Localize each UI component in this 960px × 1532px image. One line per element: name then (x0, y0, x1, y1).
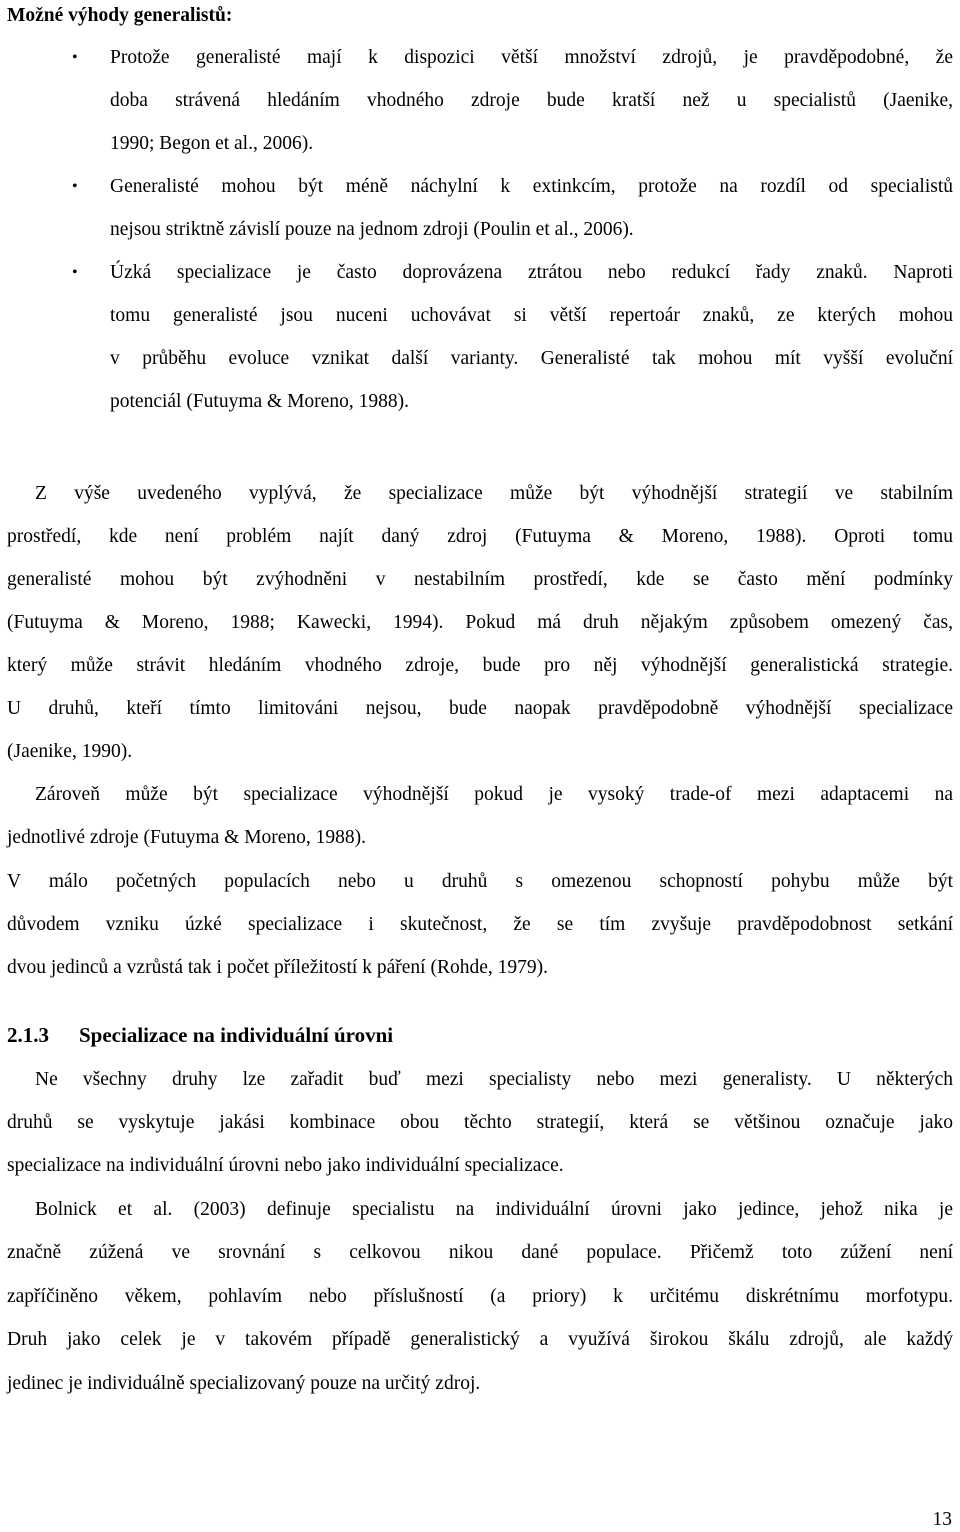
bullet-1-line-3: 1990; Begon et al., 2006). (110, 133, 314, 154)
bullet-3-line-2: tomu generalisté jsou nuceni uchovávat si větší repertoár znaků, ze kterých mohou (110, 305, 953, 326)
paragraph-2-line-2: jednotlivé zdroje (Futuyma & Moreno, 1988). (7, 827, 367, 848)
bullet-marker: • (72, 178, 78, 195)
bullet-marker: • (72, 49, 78, 66)
page-number: 13 (932, 1509, 952, 1530)
section-paragraph-2-line-4: Druh jako celek je v takovém případě generalistický a využívá širokou škálu zdrojů, ale každý (7, 1329, 953, 1350)
section-title: Specializace na individuální úrovni (79, 1023, 394, 1047)
bullet-3-line-1: Úzká specializace je často doprovázena ztrátou nebo redukcí řady znaků. Naproti (110, 262, 953, 283)
bullet-2-line-2: nejsou striktně závislí pouze na jednom zdroji (Poulin et al., 2006). (110, 219, 634, 240)
paragraph-1-line-1: Z výše uvedeného vyplývá, že specializace může být výhodnější strategií ve stabilním (35, 483, 953, 504)
paragraph-1-line-5: který může strávit hledáním vhodného zdroje, bude pro něj výhodnější generalistická strategie. (7, 655, 953, 676)
section-number: 2.1.3 (7, 1023, 49, 1047)
paragraph-1-line-6: U druhů, kteří tímto limitováni nejsou, bude naopak pravděpodobně výhodnější specializace (7, 698, 953, 719)
paragraph-3-line-2: důvodem vzniku úzké specializace i skutečnost, že se tím zvyšuje pravděpodobnost setkání (7, 914, 953, 935)
section-heading (7, 1023, 953, 1047)
section-paragraph-1-line-3: specializace na individuální úrovni nebo jako individuální specializace. (7, 1155, 564, 1176)
paragraph-1-line-4: (Futuyma & Moreno, 1988; Kawecki, 1994). Pokud má druh nějakým způsobem omezený čas, (7, 612, 953, 633)
paragraph-3-line-1: V málo početných populacích nebo u druhů s omezenou schopností pohybu může být (7, 871, 953, 892)
bullet-1-line-1: Protože generalisté mají k dispozici větší množství zdrojů, je pravděpodobné, že (110, 47, 953, 68)
bullet-3-line-3: v průběhu evoluce vznikat další varianty. Generalisté tak mohou mít vyšší evoluční (110, 348, 953, 369)
bullet-1-line-2: doba strávená hledáním vhodného zdroje bude kratší než u specialistů (Jaenike, (110, 90, 953, 111)
paragraph-1-line-3: generalisté mohou být zvýhodněni v nestabilním prostředí, kde se často mění podmínky (7, 569, 953, 590)
paragraph-2-line-1: Zároveň může být specializace výhodnější pokud je vysoký trade-of mezi adaptacemi na (35, 784, 953, 805)
bullet-2-line-1: Generalisté mohou být méně náchylní k extinkcím, protože na rozdíl od specialistů (110, 176, 953, 197)
section-paragraph-2-line-5: jedinec je individuálně specializovaný pouze na určitý zdroj. (7, 1373, 481, 1394)
advantages-heading: Možné výhody generalistů: (7, 5, 233, 26)
paragraph-1-line-2: prostředí, kde není problém najít daný zdroj (Futuyma & Moreno, 1988). Oproti tomu (7, 526, 953, 547)
paragraph-3-line-3: dvou jedinců a vzrůstá tak i počet příležitostí k páření (Rohde, 1979). (7, 957, 548, 978)
paragraph-1-line-7: (Jaenike, 1990). (7, 741, 133, 762)
section-paragraph-2-line-1: Bolnick et al. (2003) definuje specialistu na individuální úrovni jako jedince, jehož nika je (35, 1199, 953, 1220)
section-paragraph-2-line-3: zapříčiněno věkem, pohlavím nebo příslušností (a priory) k určitému diskrétnímu morfotypu. (7, 1286, 953, 1307)
section-paragraph-1-line-2: druhů se vyskytuje jakási kombinace obou těchto strategií, která se většinou označuje jako (7, 1112, 953, 1133)
section-paragraph-1-line-1: Ne všechny druhy lze zařadit buď mezi specialisty nebo mezi generalisty. U některých (35, 1069, 953, 1090)
section-paragraph-2-line-2: značně zúžená ve srovnání s celkovou nikou dané populace. Přičemž toto zúžení není (7, 1242, 953, 1263)
bullet-marker: • (72, 264, 78, 281)
bullet-3-line-4: potenciál (Futuyma & Moreno, 1988). (110, 391, 409, 412)
